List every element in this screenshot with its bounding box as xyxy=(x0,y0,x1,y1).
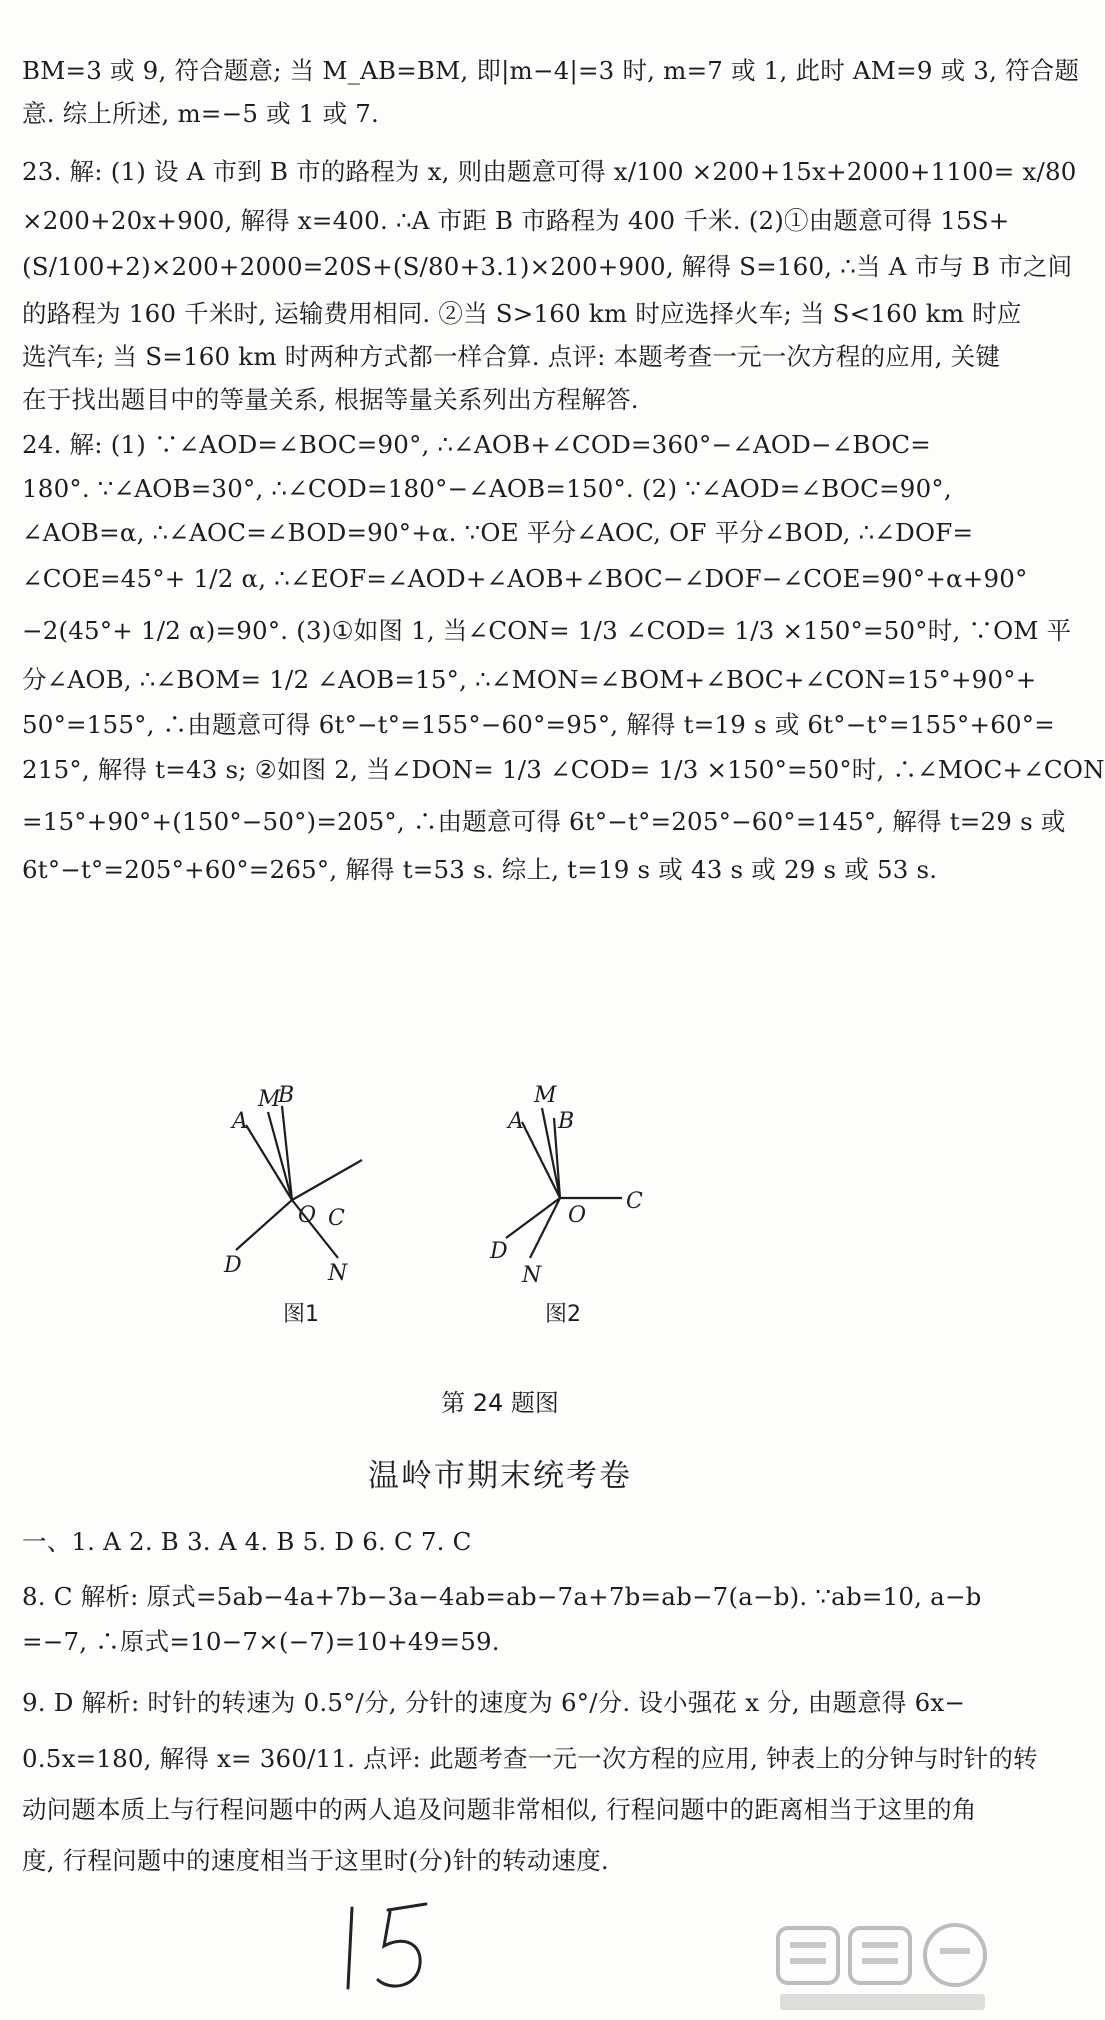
text-line: 的路程为 160 千米时, 运输费用相同. ②当 S>160 km 时应选择火车; 当 S<160 km 时应 xyxy=(22,299,1022,328)
text-line: ∠AOB=α, ∴∠AOC=∠BOD=90°+α. ∵OE 平分∠AOC, OF 平分∠BOD, ∴∠DOF= xyxy=(22,518,974,547)
answer-line: =−7, ∴原式=10−7×(−7)=10+49=59. xyxy=(22,1627,500,1656)
ray-od xyxy=(506,1198,560,1238)
text-line: 215°, 解得 t=43 s; ②如图 2, 当∠DON= 1/3 ∠COD= 1/3 ×150°=50°时, ∴∠MOC+∠CON xyxy=(22,755,1105,784)
section-title: 温岭市期末统考卷 xyxy=(368,1458,632,1494)
point-label-c: C xyxy=(328,1206,345,1231)
point-label-a: A xyxy=(232,1109,248,1134)
text-line: 分∠AOB, ∴∠BOM= 1/2 ∠AOB=15°, ∴∠MON=∠BOM+∠BOC+∠CON=15°+90°+ xyxy=(22,665,1037,694)
answer-line: 动问题本质上与行程问题中的两人追及问题非常相似, 行程问题中的距离相当于这里的角 xyxy=(22,1795,977,1824)
point-label-a: A xyxy=(508,1109,524,1134)
text-line: 选汽车; 当 S=160 km 时两种方式都一样合算. 点评: 本题考查一元一次方程的应用, 关键 xyxy=(22,342,1001,371)
point-label-o: O xyxy=(568,1203,587,1228)
text-line: ∠COE=45°+ 1/2 α, ∴∠EOF=∠AOD+∠AOB+∠BOC−∠DOF−∠COE=90°+α+90° xyxy=(22,564,1028,593)
point-label-b: B xyxy=(278,1083,295,1108)
text-line: 50°=155°, ∴由题意可得 6t°−t°=155°−60°=95°, 解得 t=19 s 或 6t°−t°=155°+60°= xyxy=(22,710,1055,739)
point-label-d: D xyxy=(490,1239,508,1264)
answer-line: 8. C 解析: 原式=5ab−4a+7b−3a−4ab=ab−7a+7b=ab−7(a−b). ∵ab=10, a−b xyxy=(22,1582,982,1611)
text-line: 24. 解: (1) ∵∠AOD=∠BOC=90°, ∴∠AOB+∠COD=360°−∠AOD−∠BOC= xyxy=(22,430,932,459)
watermark-logo xyxy=(770,1920,995,2015)
figure-caption: 第 24 题图 xyxy=(441,1389,559,1417)
figure-2-label: 图2 xyxy=(545,1302,581,1327)
answer-line: 9. D 解析: 时针的转速为 0.5°/分, 分针的速度为 6°/分. 设小强花 x 分, 由题意得 6x− xyxy=(22,1688,966,1717)
point-label-o: O xyxy=(298,1203,317,1228)
point-label-b: B xyxy=(558,1109,575,1134)
handwritten-page-number xyxy=(330,1890,450,2000)
text-line: 在于找出题目中的等量关系, 根据等量关系列出方程解答. xyxy=(22,385,639,414)
answer-line: 度, 行程问题中的速度相当于这里时(分)针的转动速度. xyxy=(22,1846,609,1875)
point-label-n: N xyxy=(328,1261,348,1286)
text-line: 180°. ∵∠AOB=30°, ∴∠COD=180°−∠AOB=150°. (2) ∵∠AOD=∠BOC=90°, xyxy=(22,474,952,503)
point-label-c: C xyxy=(626,1189,643,1214)
text-line: −2(45°+ 1/2 α)=90°. (3)①如图 1, 当∠CON= 1/3 ∠COD= 1/3 ×150°=50°时, ∵OM 平 xyxy=(22,616,1072,645)
point-label-m: M xyxy=(258,1087,281,1112)
text-line: 23. 解: (1) 设 A 市到 B 市的路程为 x, 则由题意可得 x/100 ×200+15x+2000+1100= x/80 xyxy=(22,157,1077,186)
text-line: BM=3 或 9, 符合题意; 当 M_AB=BM, 即|m−4|=3 时, m=7 或 1, 此时 AM=9 或 3, 符合题 xyxy=(22,56,1080,85)
answer-line: 0.5x=180, 解得 x= 360/11. 点评: 此题考查一元一次方程的应用, 钟表上的分钟与时针的转 xyxy=(22,1744,1038,1773)
text-line: 意. 综上所述, m=−5 或 1 或 7. xyxy=(22,99,380,128)
point-label-d: D xyxy=(224,1253,242,1278)
text-line: ×200+20x+900, 解得 x=400. ∴A 市距 B 市路程为 400 千米. (2)①由题意可得 15S+ xyxy=(22,206,1010,235)
text-line: =15°+90°+(150°−50°)=205°, ∴由题意可得 6t°−t°=205°−60°=145°, 解得 t=29 s 或 xyxy=(22,807,1066,836)
ray-oc xyxy=(292,1160,362,1200)
text-line: (S/100+2)×200+2000=20S+(S/80+3.1)×200+900, 解得 S=160, ∴当 A 市与 B 市之间 xyxy=(22,252,1073,281)
ray-on xyxy=(530,1198,560,1258)
ray-od xyxy=(236,1200,292,1250)
answer-line: 一、1. A 2. B 3. A 4. B 5. D 6. C 7. C xyxy=(22,1527,472,1556)
point-label-n: N xyxy=(522,1263,542,1288)
figure-2-diagram xyxy=(470,1010,700,1300)
point-label-m: M xyxy=(534,1083,557,1108)
figure-1-diagram xyxy=(210,1010,440,1300)
figure-1-label: 图1 xyxy=(283,1302,319,1327)
text-line: 6t°−t°=205°+60°=265°, 解得 t=53 s. 综上, t=19 s 或 43 s 或 29 s 或 53 s. xyxy=(22,855,938,884)
